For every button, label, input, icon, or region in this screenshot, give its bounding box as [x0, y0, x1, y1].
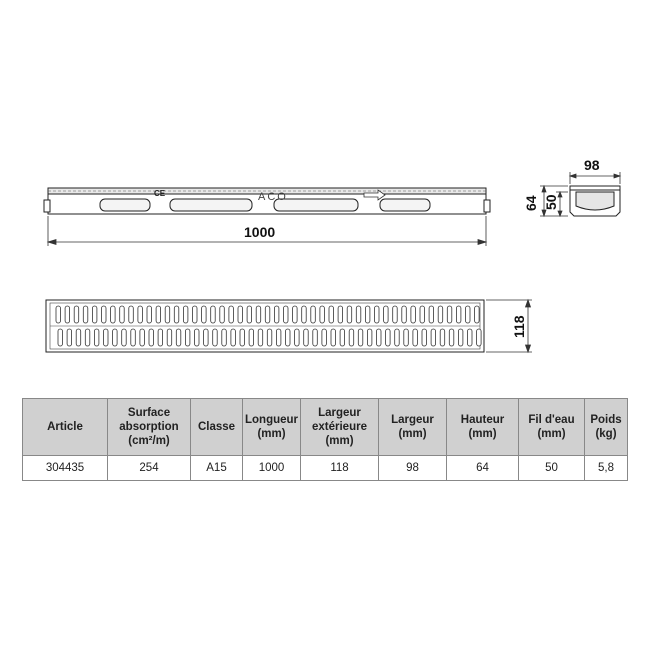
- grate-slot: [240, 329, 245, 346]
- header-text: (mm): [537, 428, 566, 440]
- grate-slot: [213, 329, 218, 346]
- grate-slot: [147, 306, 152, 323]
- grate-slot: [431, 329, 436, 346]
- header-text: Fil d'eau: [528, 414, 575, 426]
- header-text: Largeur: [318, 407, 361, 419]
- grate-slot: [304, 329, 309, 346]
- table-cell: 304435: [23, 456, 108, 481]
- header-text: (kg): [595, 428, 617, 440]
- grate-slot: [456, 306, 461, 323]
- table-cell: A15: [191, 456, 243, 481]
- header-text: Hauteur: [460, 414, 505, 426]
- grate-slot: [347, 306, 352, 323]
- grate-slot: [222, 329, 227, 346]
- grate-slot: [220, 306, 225, 323]
- grate-slot: [422, 329, 427, 346]
- header-text: extérieure: [312, 421, 367, 433]
- header-text: Surface: [127, 407, 171, 419]
- grate-slot: [276, 329, 281, 346]
- grate-slot: [165, 306, 170, 323]
- grate-slot: [211, 306, 216, 323]
- header-text: (mm): [325, 435, 354, 447]
- top-view: [46, 300, 484, 352]
- width-label: 98: [584, 157, 600, 173]
- ce-mark: CE: [154, 189, 166, 198]
- header-text: Classe: [197, 421, 236, 433]
- table-header-cell: [108, 399, 191, 456]
- grate-slot: [56, 306, 61, 323]
- table-cell: 1000: [243, 456, 301, 481]
- table-cell: 5,8: [585, 456, 628, 481]
- table-cell: 118: [301, 456, 379, 481]
- grate-slot: [238, 306, 243, 323]
- grate-slot: [229, 306, 234, 323]
- header-text: Article: [47, 421, 83, 433]
- grate-slot: [286, 329, 291, 346]
- grate-slot: [67, 329, 72, 346]
- grate-slot: [256, 306, 261, 323]
- grate-slot: [477, 329, 482, 346]
- grate-slot: [249, 329, 254, 346]
- grate-slot: [384, 306, 389, 323]
- grate-slot: [176, 329, 181, 346]
- table-header-cell: [301, 399, 379, 456]
- grate-slot: [247, 306, 252, 323]
- height-label: 64: [523, 195, 539, 211]
- length-label: 1000: [244, 224, 276, 240]
- table-cell: 64: [447, 456, 519, 481]
- aco-logo: ACO: [258, 191, 288, 203]
- grate-slot: [320, 306, 325, 323]
- grate-slot: [65, 306, 70, 323]
- grate-slot: [411, 306, 416, 323]
- grate-slot: [295, 329, 300, 346]
- grate-slot: [367, 329, 372, 346]
- header-text: Poids: [590, 414, 622, 426]
- side-slot: [380, 199, 430, 211]
- grate-slot: [76, 329, 81, 346]
- grate-slot: [156, 306, 161, 323]
- grate-slot: [92, 306, 97, 323]
- table-header-cell: [243, 399, 301, 456]
- grate-slot: [120, 306, 125, 323]
- grate-slot: [475, 306, 480, 323]
- table-row: [23, 456, 628, 481]
- grate-slot: [402, 306, 407, 323]
- grate-slot: [267, 329, 272, 346]
- grate-slot: [258, 329, 263, 346]
- grate-slot: [158, 329, 163, 346]
- grate-slot: [302, 306, 307, 323]
- grate-slot: [395, 329, 400, 346]
- grate-slot: [58, 329, 63, 346]
- header-text: (cm²/m): [128, 435, 170, 447]
- grate-slot: [413, 329, 418, 346]
- grate-slot: [438, 306, 443, 323]
- grate-slot: [365, 306, 370, 323]
- grate-slot: [375, 306, 380, 323]
- grate-slot: [193, 306, 198, 323]
- side-slot: [170, 199, 252, 211]
- grate-slot: [331, 329, 336, 346]
- grate-slot: [131, 329, 136, 346]
- grate-slot: [74, 306, 79, 323]
- grate-slot: [293, 306, 298, 323]
- grate-slot: [167, 329, 172, 346]
- grate-slot: [311, 306, 316, 323]
- grate-slot: [393, 306, 398, 323]
- grate-slot: [377, 329, 382, 346]
- grate-slot: [174, 306, 179, 323]
- grate-slot: [104, 329, 109, 346]
- table-header-row: [23, 399, 628, 456]
- table-cell: 254: [108, 456, 191, 481]
- table-header-cell: [519, 399, 585, 456]
- grate-slot: [274, 306, 279, 323]
- header-text: (mm): [257, 428, 286, 440]
- grate-slot: [129, 306, 134, 323]
- cross-section: [570, 186, 620, 216]
- table-header-cell: [23, 399, 108, 456]
- grate-slot: [449, 329, 454, 346]
- grate-slot: [358, 329, 363, 346]
- grate-slot: [420, 306, 425, 323]
- table-cell: 98: [379, 456, 447, 481]
- water-line-label: 50: [543, 194, 559, 210]
- table-header-cell: [447, 399, 519, 456]
- table-body: [23, 456, 628, 481]
- table-header-cell: [585, 399, 628, 456]
- grate-slot: [149, 329, 154, 346]
- table-cell: 50: [519, 456, 585, 481]
- header-text: absorption: [119, 421, 179, 433]
- grate-slot: [329, 306, 334, 323]
- grate-slot: [202, 306, 207, 323]
- header-text: (mm): [468, 428, 497, 440]
- table-header-cell: [191, 399, 243, 456]
- grate-slot: [458, 329, 463, 346]
- grate-slot: [102, 306, 107, 323]
- grate-slot: [113, 329, 118, 346]
- grate-slot: [140, 329, 145, 346]
- table-header-cell: [379, 399, 447, 456]
- grate-slot: [386, 329, 391, 346]
- grate-slot: [83, 306, 88, 323]
- grate-slot: [440, 329, 445, 346]
- grate-slot: [183, 306, 188, 323]
- grate-slot: [284, 306, 289, 323]
- header-text: (mm): [398, 428, 427, 440]
- grate-slot: [322, 329, 327, 346]
- grate-slot: [313, 329, 318, 346]
- header-text: Largeur: [391, 414, 434, 426]
- grate-slot: [85, 329, 90, 346]
- header-text: Longueur: [245, 414, 299, 426]
- grate-slot: [138, 306, 143, 323]
- grate-slot: [466, 306, 471, 323]
- side-slot: [100, 199, 150, 211]
- grate-slot: [468, 329, 473, 346]
- grate-slot: [447, 306, 452, 323]
- grate-slot: [94, 329, 99, 346]
- outer-width-label: 118: [511, 315, 527, 338]
- grate-slot: [340, 329, 345, 346]
- grate-slot: [265, 306, 270, 323]
- spec-table: [22, 398, 628, 481]
- grate-slot: [338, 306, 343, 323]
- grate-slot: [195, 329, 200, 346]
- grate-slot: [429, 306, 434, 323]
- grate-slot: [111, 306, 116, 323]
- grate-slot: [185, 329, 190, 346]
- grate-slot: [231, 329, 236, 346]
- grate-slot: [122, 329, 127, 346]
- grate-slot: [349, 329, 354, 346]
- grate-slot: [404, 329, 409, 346]
- grate-slot: [204, 329, 209, 346]
- grate-slot: [356, 306, 361, 323]
